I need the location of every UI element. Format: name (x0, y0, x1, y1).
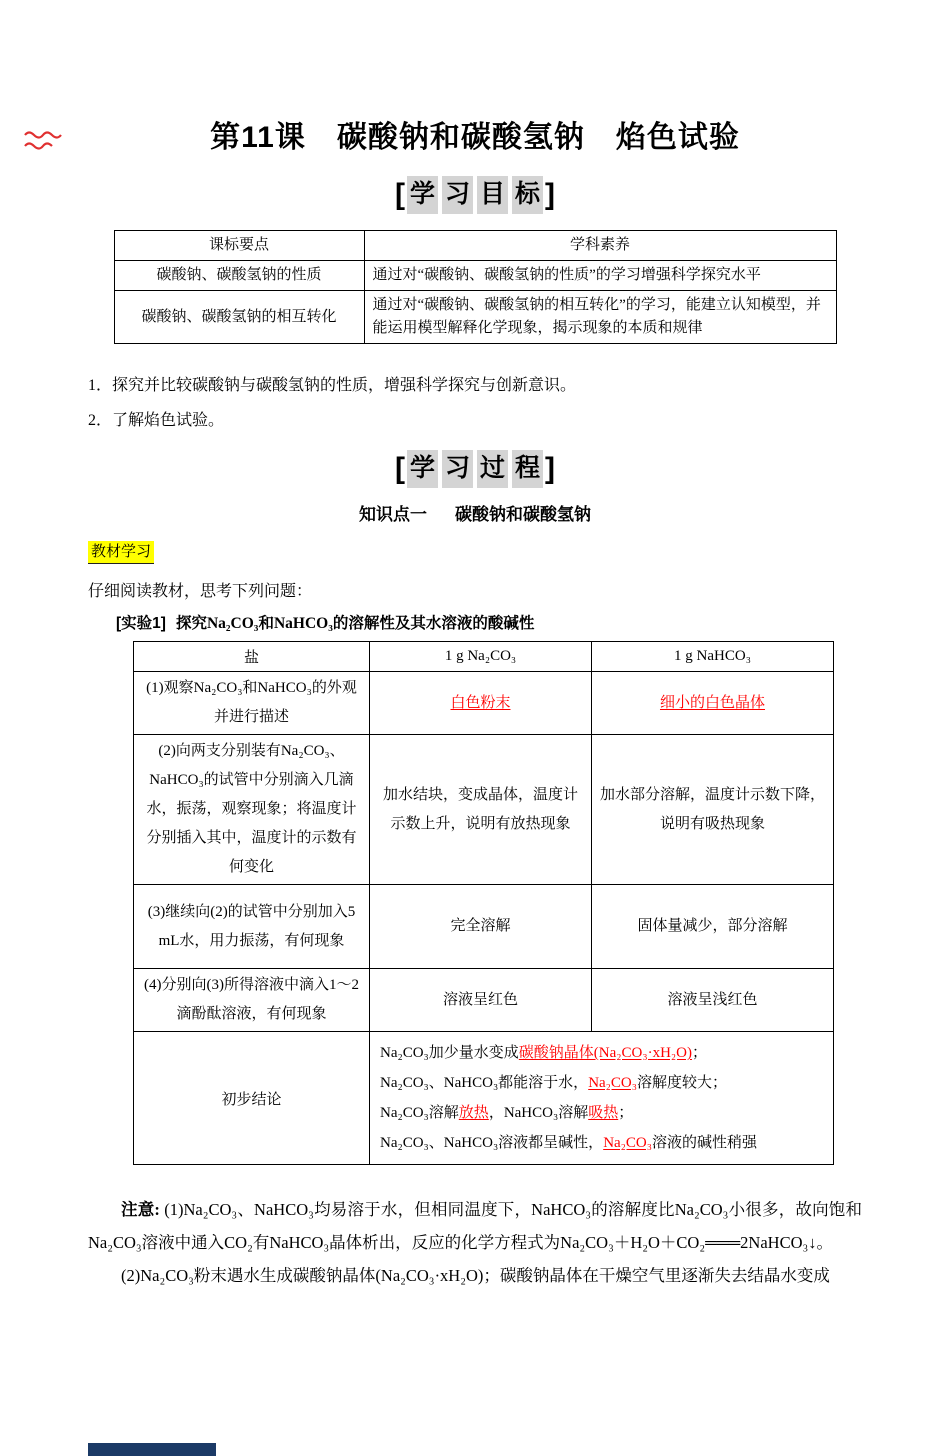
conclusion-text: ，NaHCO₃溶解 (488, 1105, 589, 1121)
process-char: 习 (442, 450, 473, 488)
notes-section (88, 1193, 862, 1292)
goal-char: 学 (407, 176, 438, 214)
conclusion-key-term: Na₂CO₃ (588, 1075, 637, 1091)
bottom-cutoff-banner (88, 1443, 216, 1456)
objective-point: 碳酸钠、碳酸氢钠的性质 (114, 261, 364, 291)
conclusion-text: ； (618, 1105, 634, 1121)
conclusion-text: Na₂CO₃、NaHCO₃都能溶于水， (380, 1075, 589, 1091)
table-row (134, 885, 834, 969)
conclusion-label: 初步结论 (134, 1032, 370, 1165)
experiment-answer: 白色粉末 (370, 672, 592, 735)
table-row-conclusion (134, 1032, 834, 1165)
experiment-answer: 固体量减少，部分溶解 (592, 885, 834, 969)
objectives-list (88, 368, 862, 438)
section-header-learning-process (88, 450, 862, 490)
objective-point: 碳酸钠、碳酸氢钠的相互转化 (114, 291, 364, 344)
knowledge-point-heading (88, 500, 862, 525)
page-title: 第11课 碳酸钠和碳酸氢钠 焰色试验 (210, 121, 740, 154)
corner-watermark (22, 128, 68, 154)
note-label: 注意: (121, 1200, 160, 1219)
objectives-table (114, 230, 837, 344)
conclusion-text: Na₂CO₃加少量水变成 (380, 1045, 519, 1061)
conclusion-text: 溶解度较大； (636, 1075, 727, 1091)
goal-char: 标 (512, 176, 543, 214)
experiment-answer: 溶液呈红色 (370, 969, 592, 1032)
conclusion-key-term: 碳酸钠晶体(Na₂CO₃·xH₂O) (518, 1045, 692, 1061)
experiment-answer: 加水结块，变成晶体，温度计示数上升，说明有放热现象 (370, 735, 592, 885)
knowledge-point-title: 碳酸钠和碳酸氢钠 (455, 505, 591, 524)
exp-col-header-salt: 盐 (134, 642, 370, 672)
list-item: 2．了解焰色试验。 (88, 412, 225, 429)
conclusion-key-term: Na₂CO₃ (603, 1135, 652, 1151)
experiment1-title: 探究Na₂CO₃和NaHCO₃的溶解性及其水溶液的酸碱性 (175, 615, 535, 632)
section-header-learning-goals (88, 176, 862, 216)
objectives-col-header-point: 课标要点 (114, 231, 364, 261)
conclusion-key-term: 吸热 (588, 1105, 619, 1121)
experiment-answer: 细小的白色晶体 (592, 672, 834, 735)
table-row (134, 735, 834, 885)
reading-prompt: 仔细阅读教材，思考下列问题： (88, 583, 313, 600)
conclusion-text: ； (691, 1045, 707, 1061)
page-content (0, 112, 950, 1292)
conclusion-line (380, 1128, 823, 1158)
experiment-answer: 加水部分溶解，温度计示数下降，说明有吸热现象 (592, 735, 834, 885)
table-row (134, 672, 834, 735)
experiment-question: (3)继续向(2)的试管中分别加入5 mL水，用力振荡，有何现象 (134, 885, 370, 969)
knowledge-point-label: 知识点一 (359, 505, 427, 524)
goal-char: 目 (477, 176, 508, 214)
experiment1-heading (116, 611, 862, 633)
table-row (134, 969, 834, 1032)
conclusion-text: Na₂CO₃、NaHCO₃溶液都呈碱性， (380, 1135, 604, 1151)
note-paragraph-1 (88, 1193, 862, 1259)
list-item: 1．探究并比较碳酸钠与碳酸氢钠的性质，增强科学探究与创新意识。 (88, 377, 577, 394)
conclusion-line (380, 1068, 823, 1098)
exp-col-header-na2co3: 1 g Na₂CO₃ (370, 642, 592, 672)
table-row (114, 291, 836, 344)
experiment-question: (4)分别向(3)所得溶液中滴入1～2滴酚酞溶液，有何现象 (134, 969, 370, 1032)
process-char: 程 (512, 450, 543, 488)
experiment-question: (2)向两支分别装有Na₂CO₃、NaHCO₃的试管中分别滴入几滴水，振荡，观察现象；将温度计分别插入其中，温度计的示数有何变化 (134, 735, 370, 885)
exp-col-header-nahco3: 1 g NaHCO₃ (592, 642, 834, 672)
conclusion-key-term: 放热 (458, 1105, 489, 1121)
bracket-close: ] (545, 178, 556, 211)
experiment-question: (1)观察Na₂CO₃和NaHCO₃的外观并进行描述 (134, 672, 370, 735)
note-paragraph-2: (2)Na₂CO₃粉末遇水生成碳酸钠晶体(Na₂CO₃·xH₂O)；碳酸钠晶体在干燥空气里逐渐失去结晶水变成 (121, 1266, 830, 1285)
document-page (0, 112, 950, 1456)
bracket-close: ] (545, 452, 556, 485)
process-char: 过 (477, 450, 508, 488)
experiment-answer: 溶液呈浅红色 (592, 969, 834, 1032)
bracket-open: [ (394, 452, 405, 485)
conclusion-line (380, 1098, 823, 1128)
experiment-answer: 完全溶解 (370, 885, 592, 969)
objectives-col-header-literacy: 学科素养 (364, 231, 836, 261)
experiment1-tag: [实验1] (116, 615, 166, 632)
material-study-label: 教材学习 (88, 541, 154, 564)
objective-literacy: 通过对“碳酸钠、碳酸氢钠的相互转化”的学习，能建立认知模型，并能运用模型解释化学现象，揭示现象的本质和规律 (364, 291, 836, 344)
goal-char: 习 (442, 176, 473, 214)
experiment-table-header-row (134, 642, 834, 672)
table-row (114, 261, 836, 291)
conclusion-line (380, 1038, 823, 1068)
conclusion-text: 溶液的碱性稍强 (651, 1135, 757, 1151)
objectives-table-header-row (114, 231, 836, 261)
note-text: (1)Na₂CO₃、NaHCO₃均易溶于水，但相同温度下，NaHCO₃的溶解度比Na₂CO₃小很多，故向饱和Na₂CO₃溶液中通入CO₂有NaHCO₃晶体析出，反应的化学方程式为Na₂CO₃＋H₂O＋CO₂═══2NaHCO₃↓。 (88, 1200, 862, 1252)
experiment-table (133, 641, 834, 1165)
objective-literacy: 通过对“碳酸钠、碳酸氢钠的性质”的学习增强科学探究水平 (364, 261, 836, 291)
conclusion-cell (370, 1032, 834, 1165)
bracket-open: [ (394, 178, 405, 211)
process-char: 学 (407, 450, 438, 488)
conclusion-text: Na₂CO₃溶解 (380, 1105, 459, 1121)
